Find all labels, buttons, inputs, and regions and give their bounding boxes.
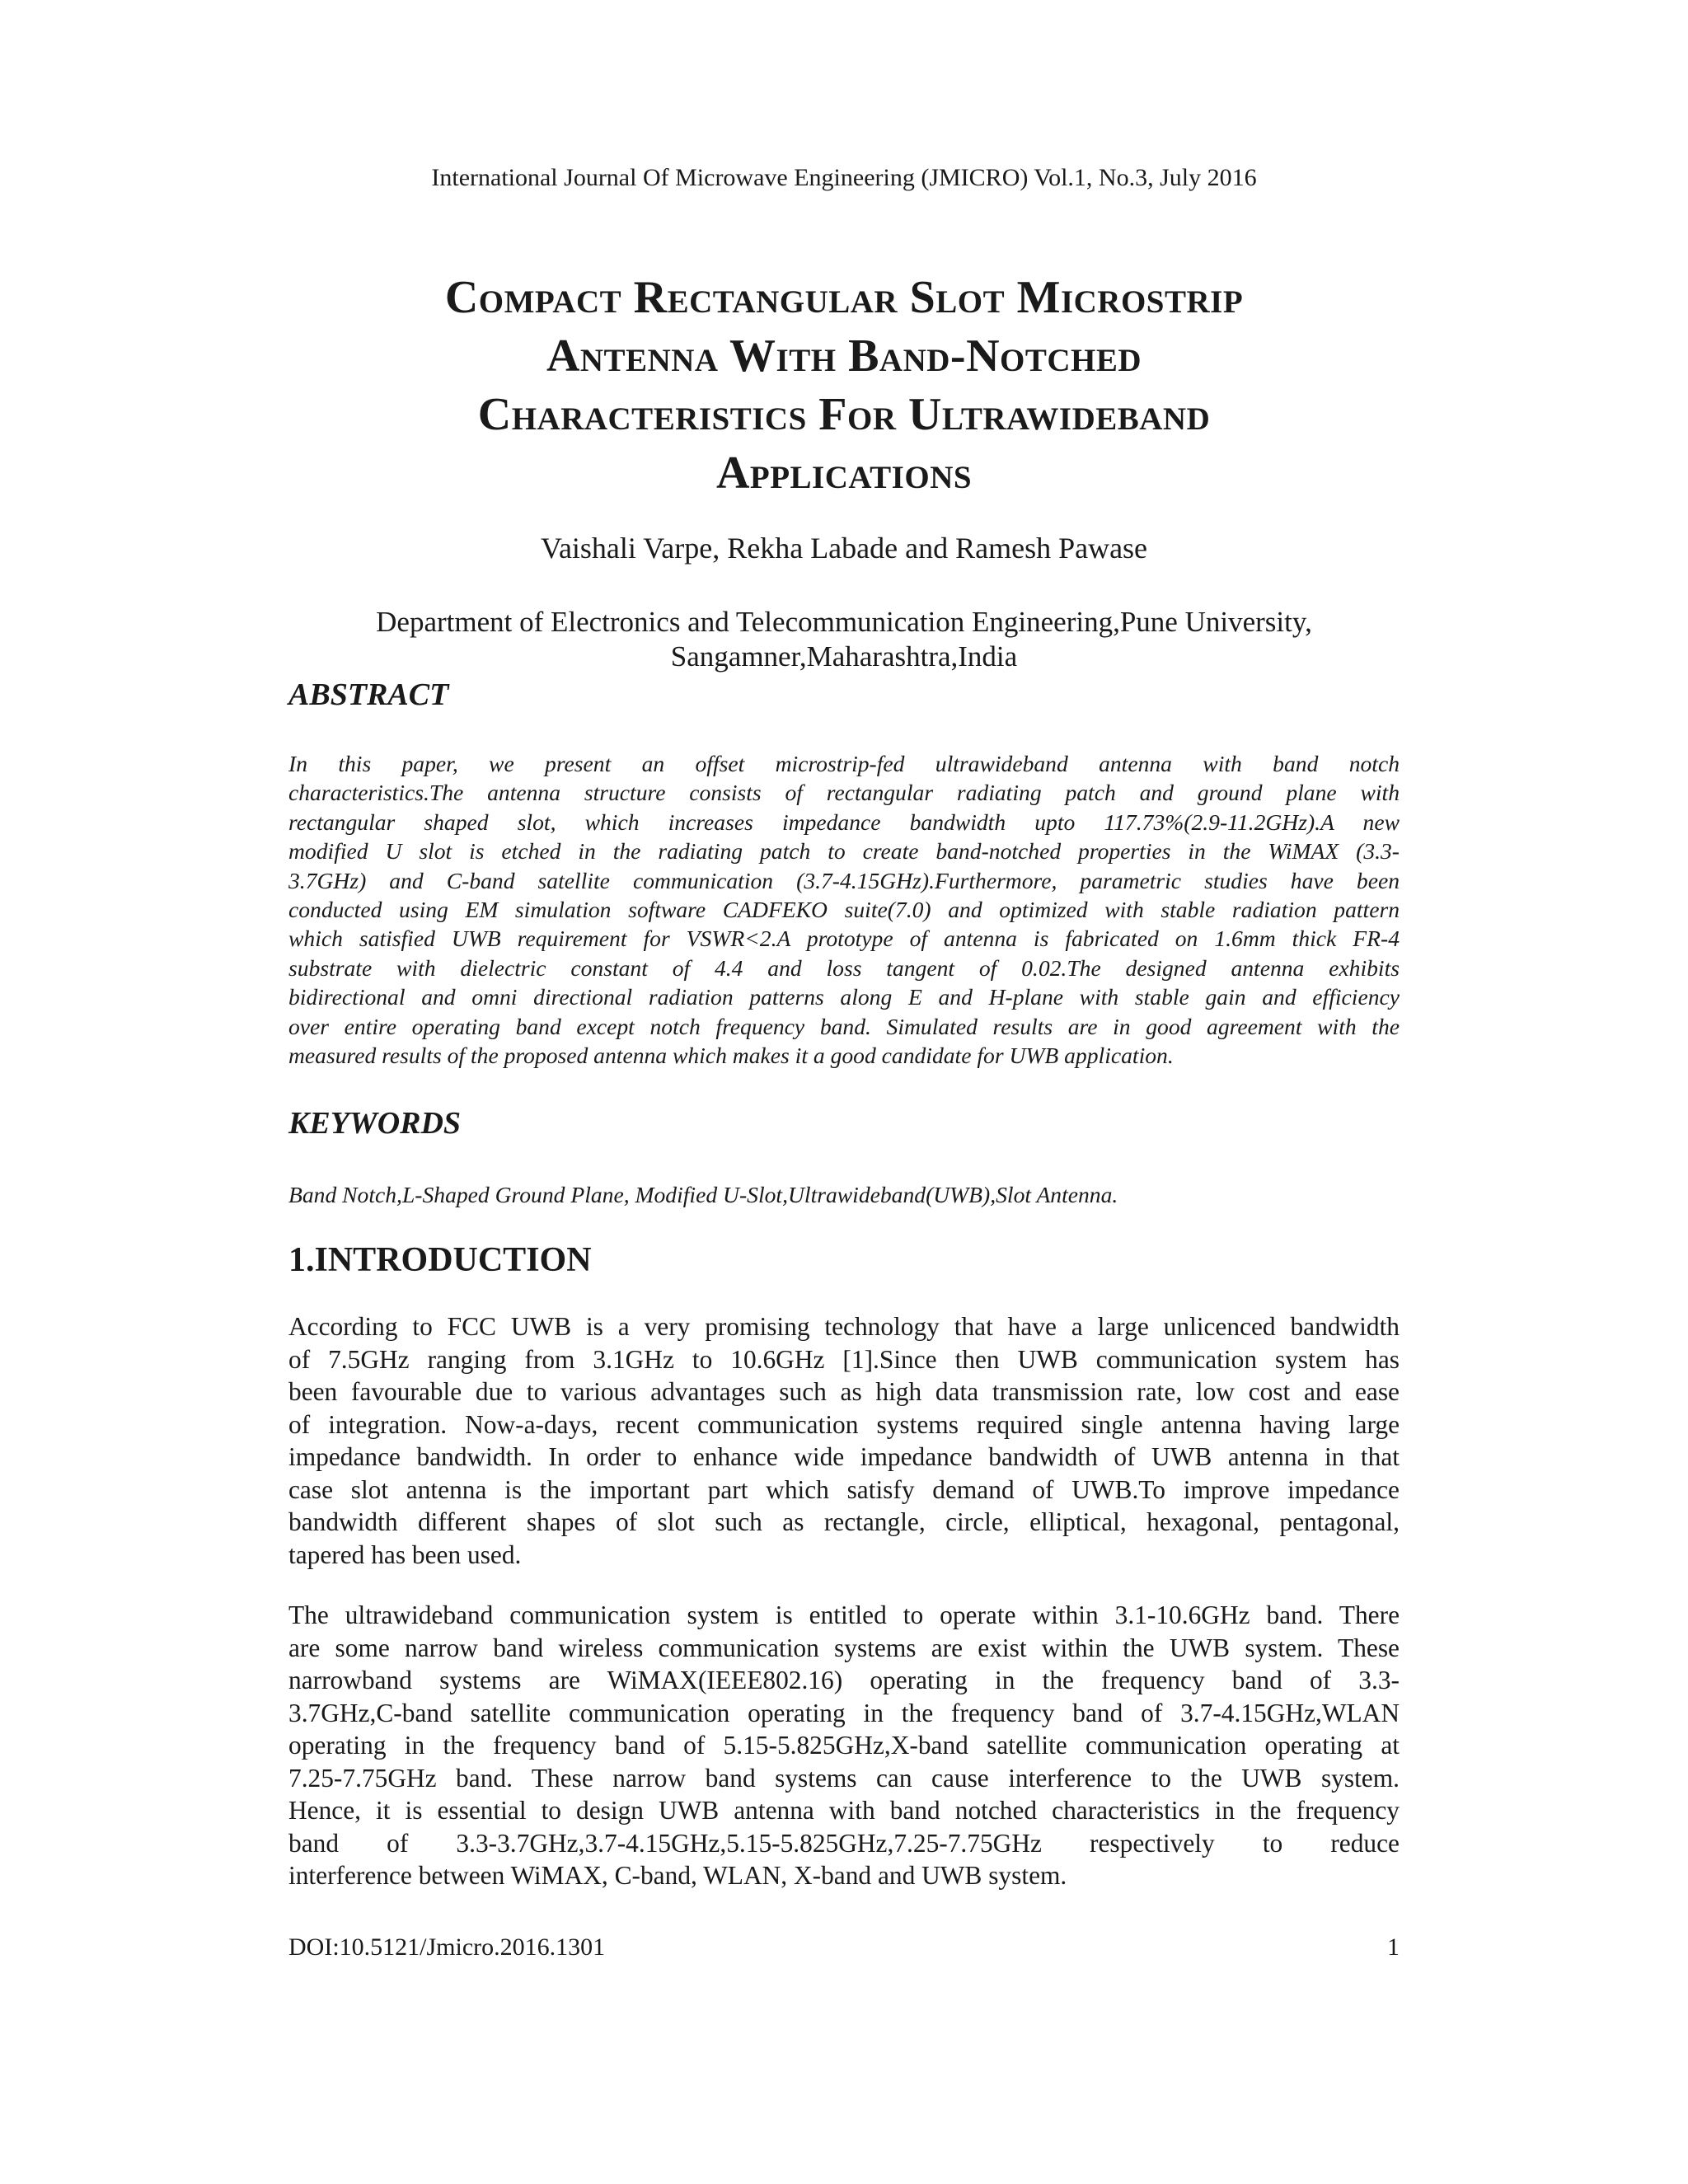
abstract-line: over entire operating band except notch frequency band. Simulated results are in good agreement with the: [288, 1013, 1400, 1039]
abstract-line: measured results of the proposed antenna which makes it a good candidate for UWB application.: [288, 1042, 1174, 1068]
author-list: Vaishali Varpe, Rekha Labade and Ramesh Pawase: [540, 532, 1148, 565]
title-line: Antenna With Band-Notched: [546, 330, 1142, 382]
title-line: Characteristics For Ultrawideband: [477, 389, 1211, 440]
paragraph-line: bandwidth different shapes of slot such as rectangle, circle, elliptical, hexagonal, pentagonal,: [288, 1507, 1400, 1536]
paragraph-line: impedance bandwidth. In order to enhance wide impedance bandwidth of UWB antenna in that: [288, 1442, 1400, 1471]
paragraph-line: The ultrawideband communication system is entitled to operate within 3.1-10.6GHz band. There: [288, 1601, 1400, 1629]
paragraph-line: interference between WiMAX, C-band, WLAN, X-band and UWB system.: [288, 1861, 1067, 1890]
paragraph-line: tapered has been used.: [288, 1540, 522, 1569]
paragraph-line: band of 3.3-3.7GHz,3.7-4.15GHz,5.15-5.825GHz,7.25-7.75GHz respectively to reduce: [288, 1828, 1400, 1858]
abstract-body: [288, 749, 1400, 1070]
paragraph-line: of integration. Now-a-days, recent communication systems required single antenna having large: [288, 1409, 1400, 1439]
paragraph-line: are some narrow band wireless communication systems are exist within the UWB system. These: [288, 1633, 1400, 1662]
affiliation-line: Department of Electronics and Telecommunication Engineering,Pune University,: [376, 606, 1312, 638]
paragraph-line: of 7.5GHz ranging from 3.1GHz to 10.6GHz [1].Since then UWB communication system has: [288, 1344, 1400, 1374]
paragraph-line: case slot antenna is the important part which satisfy demand of UWB.To improve impedance: [288, 1474, 1400, 1504]
abstract-line: bidirectional and omni directional radiation patterns along E and H-plane with stable gain and efficiency: [288, 984, 1400, 1010]
introduction-paragraph-2: [288, 1599, 1400, 1892]
abstract-line: In this paper, we present an offset microstrip-fed ultrawideband antenna with band notch: [288, 751, 1400, 776]
abstract-line: conducted using EM simulation software CADFEKO suite(7.0) and optimized with stable radiation pattern: [288, 896, 1400, 922]
abstract-line: rectangular shaped slot, which increases impedance bandwidth upto 117.73%(2.9-11.2GHz).A new: [288, 808, 1400, 835]
paper-title: [247, 269, 1441, 503]
keywords-text: Band Notch,L-Shaped Ground Plane, Modified U-Slot,Ultrawideband(UWB),Slot Antenna.: [288, 1182, 1118, 1207]
abstract-line: 3.7GHz) and C-band satellite communication (3.7-4.15GHz).Furthermore, parametric studies have been: [288, 867, 1400, 893]
paragraph-line: operating in the frequency band of 5.15-5.825GHz,X-band satellite communication operating at: [288, 1731, 1400, 1760]
title-line: Compact Rectangular Slot Microstrip: [444, 272, 1244, 323]
abstract-heading: ABSTRACT: [288, 677, 449, 712]
keywords-heading: KEYWORDS: [288, 1106, 462, 1141]
paragraph-line: According to FCC UWB is a very promising technology that have a large unlicenced bandwidth: [288, 1312, 1400, 1341]
introduction-paragraph-1: [288, 1310, 1400, 1571]
title-line: Applications: [715, 448, 973, 499]
paragraph-line: been favourable due to various advantages such as high data transmission rate, low cost and ease: [288, 1377, 1400, 1406]
abstract-line: characteristics.The antenna structure consists of rectangular radiating patch and ground plane with: [288, 780, 1400, 806]
running-header: International Journal Of Microwave Engineering (JMICRO) Vol.1, No.3, July 2016: [431, 164, 1257, 191]
affiliation: [247, 605, 1441, 674]
paragraph-line: 3.7GHz,C-band satellite communication operating in the frequency band of 3.7-4.15GHz,WLAN: [288, 1698, 1400, 1727]
affiliation-line: Sangamner,Maharashtra,India: [670, 640, 1018, 673]
paragraph-line: Hence, it is essential to design UWB antenna with band notched characteristics in the frequency: [288, 1796, 1400, 1825]
abstract-line: substrate with dielectric constant of 4.4 and loss tangent of 0.02.The designed antenna exhibits: [288, 954, 1400, 981]
page-number: 1: [1387, 1933, 1400, 1961]
abstract-line: which satisfied UWB requirement for VSWR<2.A prototype of antenna is fabricated on 1.6mm thick FR-4: [288, 926, 1400, 952]
paragraph-line: narrowband systems are WiMAX(IEEE802.16) operating in the frequency band of 3.3-: [288, 1666, 1400, 1694]
footer-doi: DOI:10.5121/Jmicro.2016.1301: [288, 1933, 606, 1961]
paragraph-line: 7.25-7.75GHz band. These narrow band systems can cause interference to the UWB system.: [288, 1763, 1400, 1793]
abstract-line: modified U slot is etched in the radiating patch to create band-notched properties in the WiMAX (3.3-: [288, 838, 1400, 865]
introduction-heading: 1.INTRODUCTION: [288, 1241, 592, 1279]
